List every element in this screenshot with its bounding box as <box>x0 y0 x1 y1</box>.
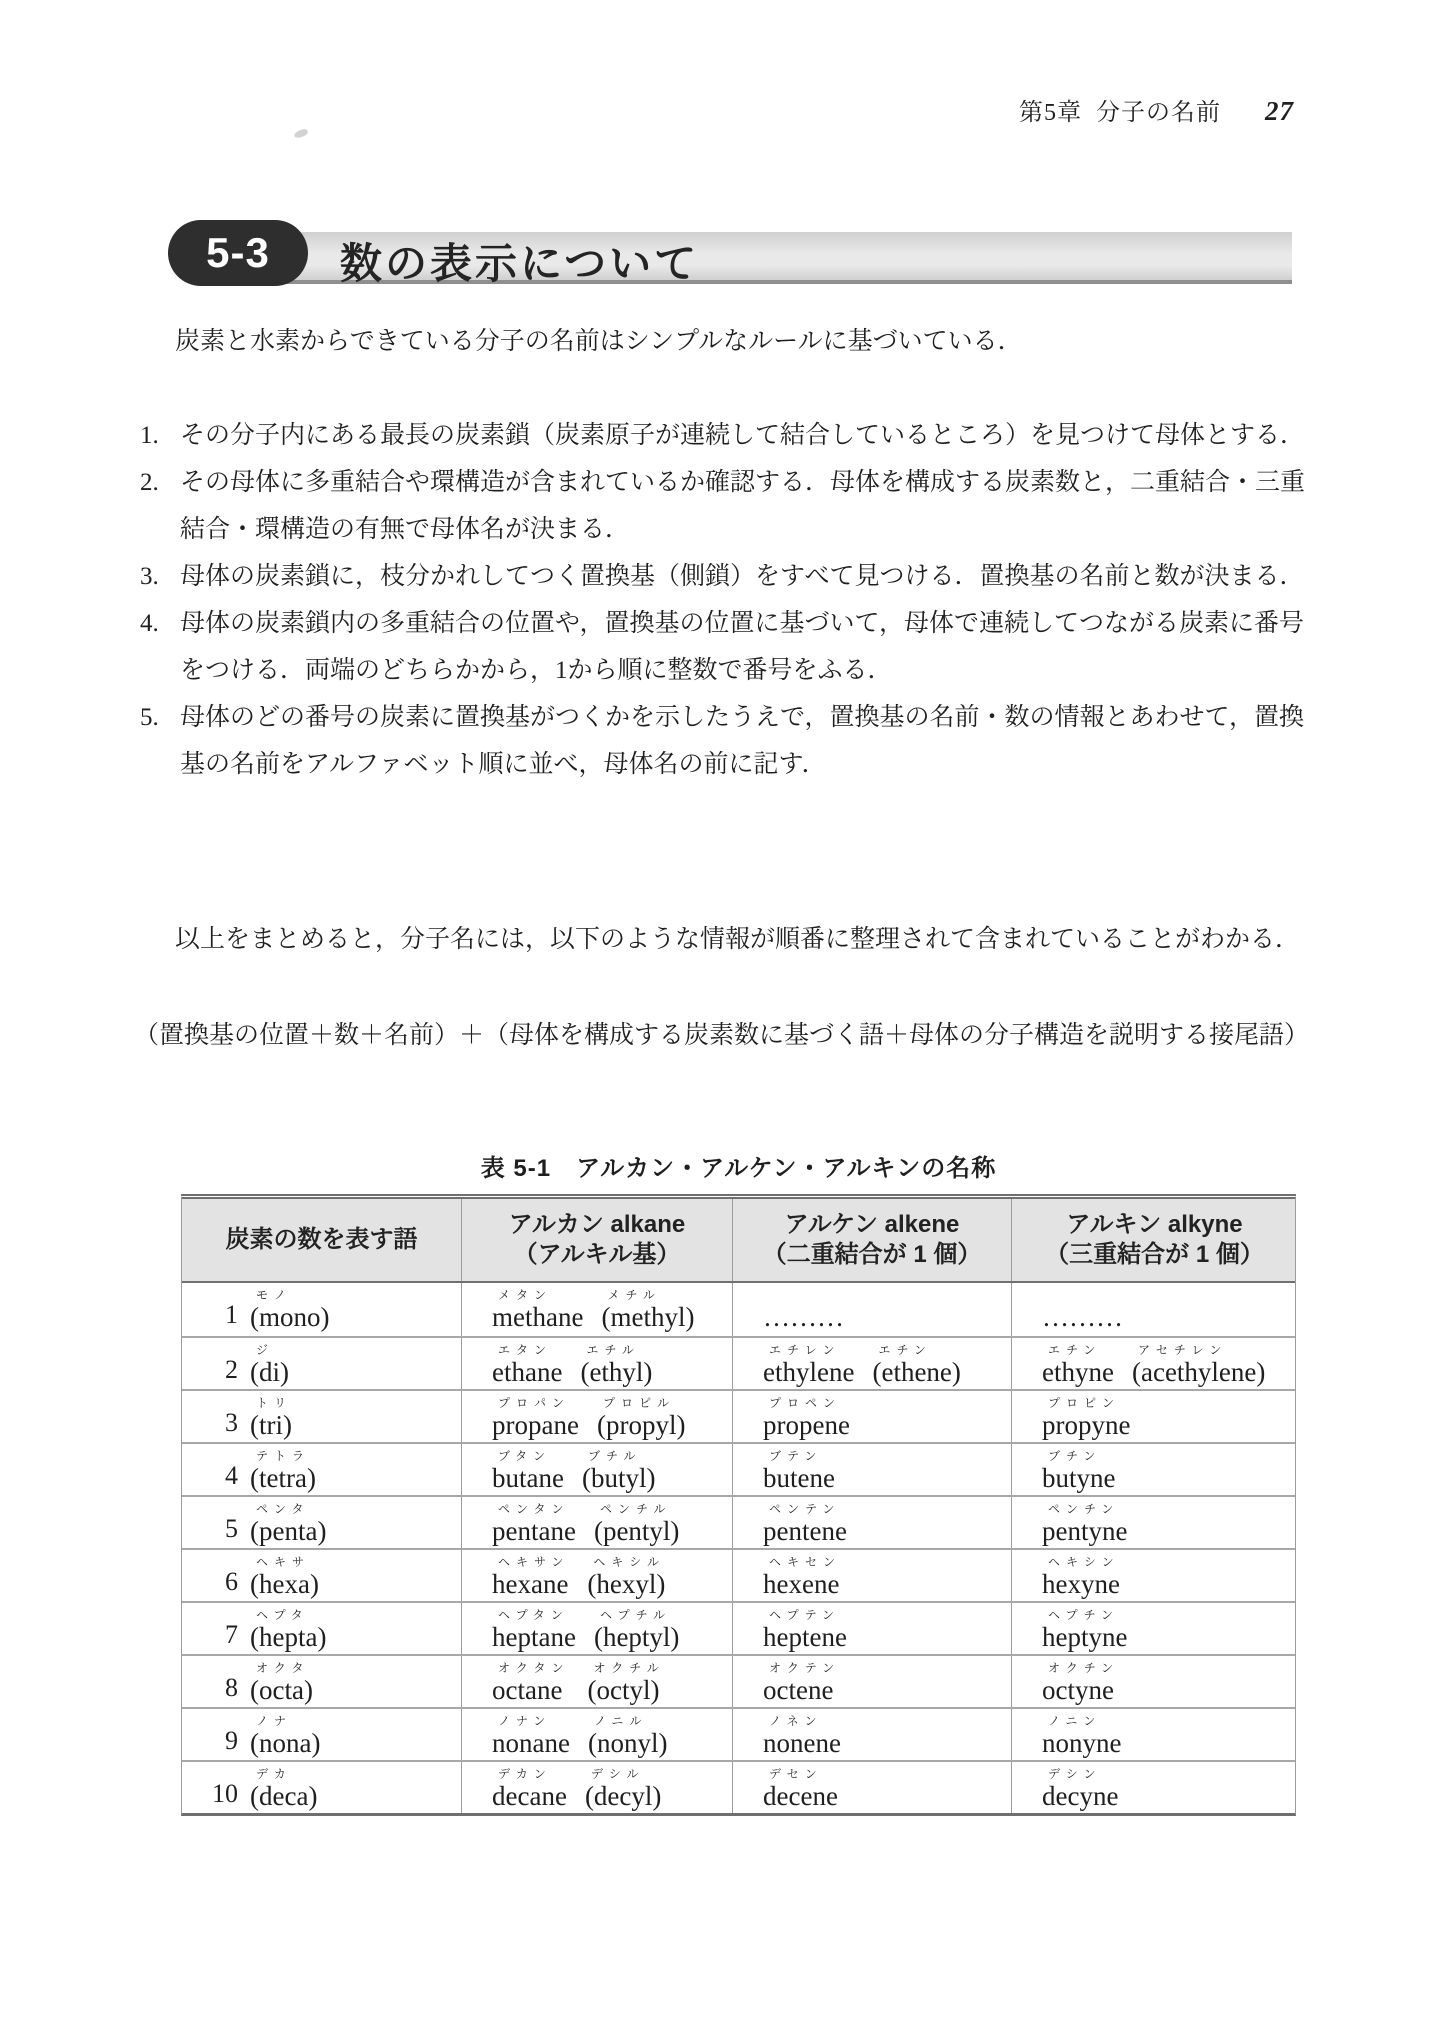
ruby-katakana: ヘプタン <box>498 1608 569 1622</box>
carbon-count-cell <box>182 1656 461 1707</box>
rule-number: 3. <box>140 563 159 590</box>
ruby-katakana: オクタ <box>256 1661 310 1675</box>
ruby-katakana: ペンタ <box>256 1502 310 1516</box>
rule-item <box>140 553 1306 600</box>
word-text: (butyl) <box>581 1463 656 1493</box>
running-head <box>1019 92 1294 127</box>
ruby-word <box>250 1659 313 1707</box>
ruby-katakana: モノ <box>256 1288 292 1302</box>
word-text: (octyl) <box>587 1675 660 1705</box>
ruby-katakana: オクチル <box>593 1661 665 1675</box>
ruby-katakana: デカン <box>498 1767 552 1781</box>
alkyne-cell <box>1011 1497 1297 1548</box>
header-alkyne <box>1011 1199 1297 1281</box>
alkene-cell <box>732 1656 1011 1707</box>
alkane-cell <box>461 1391 732 1442</box>
alkene-cell <box>732 1338 1011 1389</box>
header-line: （二重結合が 1 個） <box>762 1241 982 1268</box>
ruby-katakana: ノナン <box>498 1714 552 1728</box>
ruby-word <box>250 1553 319 1601</box>
header-line: アルキン alkyne <box>1066 1211 1243 1238</box>
alkyne-cell <box>1011 1283 1297 1336</box>
rule-item <box>140 412 1306 459</box>
ruby-katakana: ヘプチン <box>1048 1608 1120 1622</box>
ruby-word <box>250 1341 289 1389</box>
word-text: hexene <box>763 1569 840 1599</box>
carbon-count-cell <box>182 1338 461 1389</box>
word-text: (nona) <box>250 1728 321 1758</box>
ruby-word <box>763 1394 850 1440</box>
header-line: （三重結合が 1 個） <box>1045 1241 1264 1268</box>
alkene-cell <box>732 1444 1011 1495</box>
table-row <box>182 1336 1295 1389</box>
ruby-word <box>594 1606 679 1652</box>
word-text: (octa) <box>250 1675 313 1705</box>
ruby-word <box>492 1659 570 1705</box>
word-text: (pentyl) <box>593 1516 680 1546</box>
ruby-katakana: メチル <box>607 1288 661 1302</box>
ruby-katakana: ヘキサ <box>256 1555 311 1569</box>
ruby-word <box>1042 1659 1119 1705</box>
ruby-word <box>763 1341 854 1387</box>
word-text: (decyl) <box>584 1781 662 1811</box>
ruby-word <box>763 1447 835 1493</box>
word-text: (hepta) <box>250 1622 327 1652</box>
header-line: 炭素の数を表す語 <box>225 1226 418 1253</box>
carbon-count-cell <box>182 1444 461 1495</box>
word-text: propene <box>763 1410 850 1440</box>
ruby-katakana <box>763 1286 844 1302</box>
ruby-word <box>1042 1553 1120 1599</box>
word-text: octyne <box>1042 1675 1114 1705</box>
ruby-word <box>250 1286 329 1336</box>
ruby-word <box>492 1341 562 1387</box>
ruby-katakana: ブチン <box>1048 1449 1102 1463</box>
word-text: nonyne <box>1042 1728 1122 1758</box>
rule-text: 母体の炭素鎖に，枝分かれしてつく置換基（側鎖）をすべて見つける．置換基の名前と数が決まる． <box>180 563 1305 590</box>
alkene-cell <box>732 1762 1011 1813</box>
ruby-word <box>763 1606 847 1652</box>
rule-number: 1. <box>140 422 159 449</box>
carbon-count: 1 <box>225 1300 238 1329</box>
ruby-word <box>250 1500 326 1548</box>
ruby-word <box>872 1341 960 1387</box>
chapter-title: 分子の名前 <box>1096 100 1221 126</box>
ruby-katakana: ブテン <box>769 1449 823 1463</box>
ruby-word <box>250 1447 316 1495</box>
carbon-count-cell <box>182 1762 461 1813</box>
ruby-katakana: ブチル <box>587 1449 642 1463</box>
ruby-word <box>250 1765 317 1813</box>
ruby-word <box>585 1765 661 1811</box>
word-text: (tri) <box>250 1410 292 1440</box>
page-number: 27 <box>1265 96 1294 126</box>
rule-text: 母体のどの番号の炭素に置換基がつくかを示したうえで，置換基の名前・数の情報とあわせて，置換基の名前をアルファベット順に並べ，母体名の前に記す． <box>180 704 1305 778</box>
carbon-count-cell <box>182 1283 461 1336</box>
alkene-cell <box>732 1283 1011 1336</box>
rule-number: 5. <box>140 704 159 731</box>
word-text: (hexyl) <box>587 1569 666 1599</box>
ruby-word <box>1042 1341 1114 1387</box>
ruby-word <box>492 1447 564 1493</box>
ruby-katakana: オクタン <box>498 1661 570 1675</box>
word-text: ethyne <box>1042 1357 1114 1387</box>
carbon-count: 2 <box>225 1355 238 1384</box>
table-row <box>182 1389 1295 1442</box>
word-text: (ethyl) <box>580 1357 653 1387</box>
table-caption: 表 5-1 アルカン・アルケン・アルキンの名称 <box>480 1155 997 1182</box>
header-line: アルカン alkane <box>508 1211 686 1238</box>
table-row <box>182 1548 1295 1601</box>
ruby-word <box>492 1394 579 1440</box>
ruby-katakana: アセチレン <box>1137 1343 1228 1357</box>
carbon-count-cell <box>182 1391 461 1442</box>
alkane-cell <box>461 1762 732 1813</box>
table-header-row <box>182 1199 1295 1283</box>
word-text: octene <box>763 1675 834 1705</box>
alkane-cell <box>461 1444 732 1495</box>
table-body <box>182 1283 1295 1813</box>
alkyne-cell <box>1011 1338 1297 1389</box>
ruby-word <box>763 1659 840 1705</box>
rule-text: その分子内にある最長の炭素鎖（炭素原子が連続して結合しているところ）を見つけて母体とする． <box>180 422 1306 449</box>
alkane-cell <box>461 1603 732 1654</box>
chapter-label: 第5章 <box>1019 100 1082 126</box>
word-text: decene <box>763 1781 838 1811</box>
word-text: butane <box>492 1463 564 1493</box>
ruby-katakana: デセン <box>769 1767 823 1781</box>
alkane-cell <box>461 1656 732 1707</box>
carbon-count: 5 <box>225 1514 238 1543</box>
header-line: （アルキル基） <box>513 1241 681 1268</box>
naming-formula: （置換基の位置＋数＋名前）＋（母体を構成する炭素数に基づく語＋母体の分子構造を説明する接尾語） <box>134 1022 1310 1049</box>
word-text: propyne <box>1042 1410 1131 1440</box>
header-alkene <box>732 1199 1011 1281</box>
ruby-word <box>492 1606 576 1652</box>
alkyne-cell <box>1011 1656 1297 1707</box>
ruby-word <box>492 1765 567 1811</box>
summary-paragraph: 以上をまとめると，分子名には，以下のような情報が順番に整理されて含まれていることがわかる． <box>175 926 1301 953</box>
alkyne-cell <box>1011 1709 1297 1760</box>
ruby-word <box>1042 1765 1118 1811</box>
rule-number: 4. <box>140 610 159 637</box>
ruby-katakana: ペンチル <box>599 1502 672 1516</box>
ruby-word <box>1132 1341 1265 1387</box>
word-text: pentyne <box>1042 1516 1128 1546</box>
ruby-word <box>492 1712 570 1758</box>
ruby-word <box>580 1341 652 1387</box>
ruby-katakana: エチル <box>586 1343 640 1357</box>
ruby-katakana: エチン <box>1048 1343 1102 1357</box>
header-alkane <box>461 1199 732 1281</box>
ruby-word <box>588 1712 667 1758</box>
table-row <box>182 1495 1295 1548</box>
alkane-cell <box>461 1283 732 1336</box>
ruby-word <box>763 1286 844 1332</box>
word-text: (acethylene) <box>1131 1357 1266 1387</box>
word-text: decane <box>492 1781 567 1811</box>
ruby-word <box>250 1712 320 1760</box>
alkene-cell <box>732 1391 1011 1442</box>
carbon-count-cell <box>182 1709 461 1760</box>
alkyne-cell <box>1011 1391 1297 1442</box>
table-row <box>182 1442 1295 1495</box>
alkene-cell <box>732 1709 1011 1760</box>
alkene-cell <box>732 1550 1011 1601</box>
word-text: propane <box>492 1410 579 1440</box>
rules-list <box>140 412 1306 788</box>
alkyne-cell <box>1011 1444 1297 1495</box>
ruby-katakana: デシル <box>590 1767 645 1781</box>
section-title: 数の表示について <box>340 240 700 287</box>
ruby-word <box>1042 1500 1127 1546</box>
ruby-katakana: ノニン <box>1048 1714 1102 1728</box>
ruby-word <box>492 1500 576 1546</box>
word-text: (propyl) <box>596 1410 686 1440</box>
word-text: decyne <box>1042 1781 1119 1811</box>
word-text: nonane <box>492 1728 570 1758</box>
word-text: (penta) <box>250 1516 327 1546</box>
word-text: heptane <box>492 1622 576 1652</box>
ruby-word <box>250 1394 292 1442</box>
word-text: (di) <box>250 1357 289 1387</box>
alkyne-cell <box>1011 1603 1297 1654</box>
ruby-katakana: オクテン <box>769 1661 841 1675</box>
word-text: butene <box>763 1463 835 1493</box>
section-heading <box>168 220 1292 290</box>
alkyne-cell <box>1011 1550 1297 1601</box>
ruby-word <box>1042 1286 1123 1332</box>
ruby-katakana: デカ <box>256 1767 292 1781</box>
carbon-count: 6 <box>225 1567 238 1596</box>
rule-text: その母体に多重結合や環構造が含まれているか確認する．母体を構成する炭素数と，二重結合・三重結合・環構造の有無で母体名が決まる． <box>180 469 1306 543</box>
carbon-count-cell <box>182 1550 461 1601</box>
header-line: アルケン alkene <box>784 1211 960 1238</box>
word-text: butyne <box>1042 1463 1116 1493</box>
alkene-cell <box>732 1603 1011 1654</box>
word-text: methane <box>492 1302 584 1332</box>
ruby-word <box>601 1286 694 1332</box>
carbon-count-cell <box>182 1603 461 1654</box>
rule-item <box>140 600 1306 694</box>
ruby-katakana: ノナ <box>256 1714 293 1728</box>
word-text: hexyne <box>1042 1569 1120 1599</box>
word-text: ……… <box>1042 1302 1123 1332</box>
rule-item <box>140 459 1306 553</box>
ruby-word <box>250 1606 326 1654</box>
ruby-katakana: ヘキセン <box>769 1555 842 1569</box>
ruby-word <box>1042 1394 1130 1440</box>
ruby-word <box>1042 1712 1121 1758</box>
word-text: ethylene <box>763 1357 855 1387</box>
table-row <box>182 1601 1295 1654</box>
ruby-katakana: ヘプテン <box>769 1608 841 1622</box>
ruby-word <box>582 1447 656 1493</box>
word-text: (methyl) <box>601 1302 695 1332</box>
word-text: hexane <box>492 1569 569 1599</box>
ruby-katakana: ヘキシン <box>1048 1555 1120 1569</box>
table-row <box>182 1283 1295 1336</box>
ruby-katakana: デシン <box>1048 1767 1102 1781</box>
ruby-word <box>594 1500 679 1546</box>
header-carbon-count <box>182 1199 461 1281</box>
ink-smudge <box>293 128 308 139</box>
word-text: (tetra) <box>250 1463 316 1493</box>
nomenclature-table <box>181 1194 1296 1816</box>
ruby-katakana: トリ <box>256 1396 293 1410</box>
ruby-word <box>1042 1447 1116 1493</box>
alkane-cell <box>461 1709 732 1760</box>
word-text: pentene <box>763 1516 847 1546</box>
ruby-katakana: プロパン <box>498 1396 571 1410</box>
word-text: heptene <box>763 1622 847 1652</box>
carbon-count: 9 <box>225 1726 238 1755</box>
ruby-katakana: テトラ <box>256 1449 311 1463</box>
section-number-badge: 5-3 <box>168 220 308 286</box>
word-text: octane <box>492 1675 563 1705</box>
ruby-katakana: ヘキシル <box>593 1555 665 1569</box>
alkene-cell <box>732 1497 1011 1548</box>
word-text: ……… <box>763 1302 844 1332</box>
ruby-katakana: プロペン <box>769 1396 842 1410</box>
alkyne-cell <box>1011 1762 1297 1813</box>
rule-item <box>140 694 1306 788</box>
ruby-katakana <box>1042 1286 1123 1302</box>
ruby-katakana: ノニル <box>593 1714 648 1728</box>
carbon-count: 4 <box>225 1461 238 1490</box>
ruby-katakana: ペンチン <box>1048 1502 1120 1516</box>
table-row <box>182 1760 1295 1813</box>
word-text: pentane <box>492 1516 576 1546</box>
word-text: (ethene) <box>872 1357 961 1387</box>
word-text: (mono) <box>250 1302 330 1332</box>
ruby-katakana: エチレン <box>769 1343 841 1357</box>
table-row <box>182 1707 1295 1760</box>
ruby-katakana: オクチン <box>1048 1661 1120 1675</box>
alkane-cell <box>461 1338 732 1389</box>
rule-text: 母体の炭素鎖内の多重結合の位置や，置換基の位置に基づいて，母体で連続してつながる炭素に番号をつける．両端のどちらかから，1から順に整数で番号をふる． <box>180 610 1305 684</box>
word-text: (hexa) <box>250 1569 319 1599</box>
ruby-word <box>597 1394 685 1440</box>
carbon-count: 8 <box>225 1673 238 1702</box>
ruby-word <box>763 1553 841 1599</box>
ruby-katakana: プロピル <box>602 1396 675 1410</box>
word-text: ethane <box>492 1357 563 1387</box>
ruby-katakana: ヘプチル <box>599 1608 671 1622</box>
carbon-count: 7 <box>225 1620 238 1649</box>
ruby-word <box>492 1286 583 1332</box>
table-row <box>182 1654 1295 1707</box>
ruby-word <box>1042 1606 1127 1652</box>
ruby-word <box>763 1712 841 1758</box>
carbon-count: 3 <box>225 1408 238 1437</box>
ruby-word <box>763 1765 838 1811</box>
ruby-katakana: メタン <box>498 1288 553 1302</box>
word-text: nonene <box>763 1728 841 1758</box>
alkane-cell <box>461 1550 732 1601</box>
carbon-count-cell <box>182 1497 461 1548</box>
ruby-word <box>588 1659 665 1705</box>
ruby-katakana: プロピン <box>1048 1396 1121 1410</box>
carbon-count: 10 <box>212 1779 238 1808</box>
word-text: (deca) <box>250 1781 318 1811</box>
ruby-katakana: ペンテン <box>769 1502 841 1516</box>
alkane-cell <box>461 1497 732 1548</box>
ruby-katakana: ノネン <box>769 1714 823 1728</box>
ruby-katakana: エチン <box>878 1343 932 1357</box>
ruby-katakana: ヘプタ <box>256 1608 309 1622</box>
ruby-katakana: ブタン <box>498 1449 552 1463</box>
ruby-katakana: エタン <box>498 1343 553 1357</box>
ruby-katakana: ペンタン <box>498 1502 570 1516</box>
word-text: heptyne <box>1042 1622 1128 1652</box>
rule-number: 2. <box>140 469 159 496</box>
ruby-katakana: ヘキサン <box>498 1555 570 1569</box>
ruby-word <box>492 1553 569 1599</box>
word-text: (heptyl) <box>593 1622 680 1652</box>
word-text: (nonyl) <box>587 1728 668 1758</box>
intro-paragraph: 炭素と水素からできている分子の名前はシンプルなルールに基づいている． <box>175 328 1023 355</box>
ruby-word <box>587 1553 665 1599</box>
ruby-katakana: ジ <box>256 1343 275 1357</box>
ruby-word <box>763 1500 847 1546</box>
